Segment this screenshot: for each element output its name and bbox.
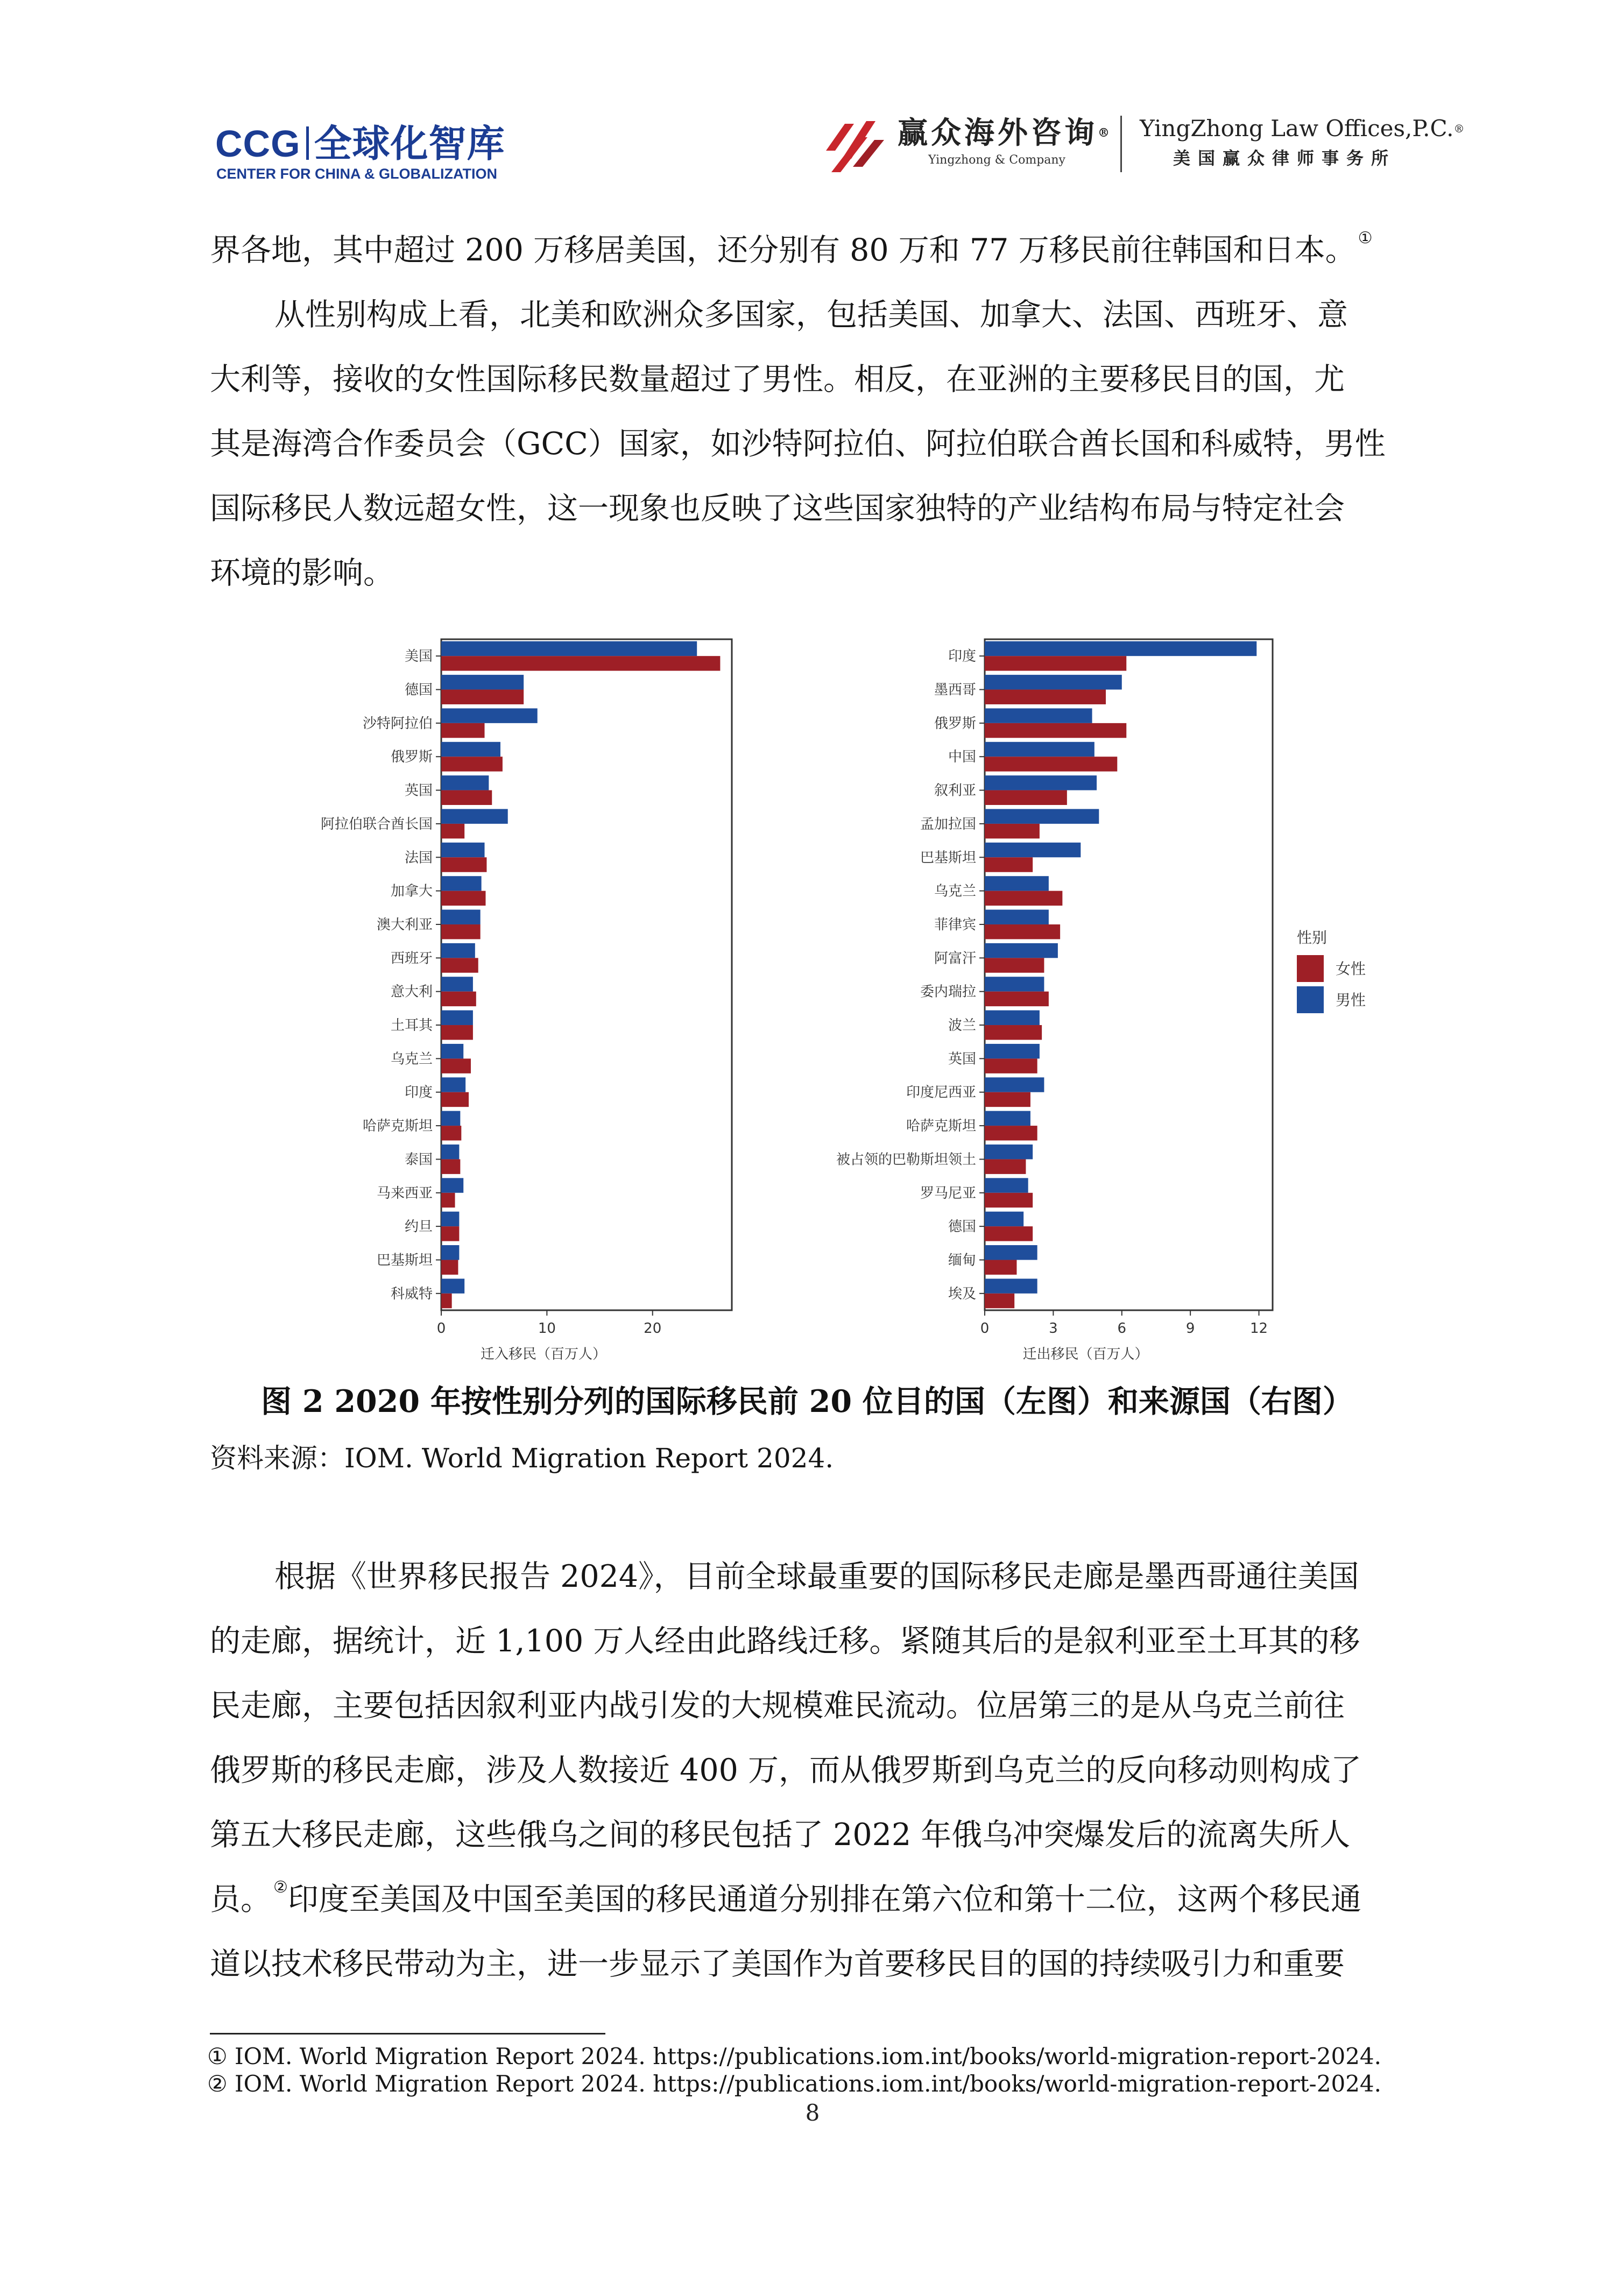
category-label: 哈萨克斯坦 [362,1118,433,1135]
category-label: 印度 [948,648,976,665]
bar-male [441,742,500,757]
legend-label: 男性 [1336,991,1366,1009]
category-label: 中国 [948,749,976,766]
category-label: 阿拉伯联合酋长国 [320,816,433,832]
bar-female [441,1025,473,1040]
bar-male [441,1044,463,1058]
body-line: 道以技术移民带动为主，进一步显示了美国作为首要移民目的国的持续吸引力和重要 [210,1946,1345,1982]
category-label: 罗马尼亚 [920,1185,976,1202]
x-tick-label: 3 [1049,1320,1058,1337]
legend-swatch-male [1297,986,1324,1013]
ccg-logo-subtitle: CENTER FOR CHINA & GLOBALIZATION [216,166,497,182]
category-label: 孟加拉国 [920,816,976,832]
category-label: 土耳其 [390,1018,433,1034]
bar-male [985,1278,1037,1293]
bar-female [985,958,1044,972]
body-line: 根据《世界移民报告 2024》，目前全球最重要的国际移民走廊是墨西哥通往美国 [274,1559,1359,1594]
body-line: 俄罗斯的移民走廊，涉及人数接近 400 万，而从俄罗斯到乌克兰的反向移动则构成了 [210,1753,1362,1788]
category-label: 叙利亚 [934,782,976,799]
footnote-ref: ① [1358,229,1373,248]
legend-swatch-female [1297,955,1324,982]
x-tick-label: 10 [538,1320,556,1337]
footnote-rule [210,2033,605,2034]
category-label: 波兰 [948,1018,976,1034]
bar-male [441,1011,473,1025]
yingzhong-registered-mark: ® [1098,126,1113,140]
bar-male [985,775,1097,790]
bar-male [441,910,481,924]
bar-male [985,1178,1028,1192]
figure-source: 资料来源：IOM. World Migration Report 2024. [210,1443,834,1474]
ccg-logo-abbr: CCG [215,123,301,165]
category-label: 英国 [948,1051,976,1068]
bar-female [441,924,481,939]
x-tick-label: 0 [436,1320,446,1337]
bar-female [985,857,1033,872]
category-label: 阿富汗 [934,950,976,967]
bar-female [985,1092,1030,1107]
category-label: 西班牙 [390,950,433,967]
law-office-name-cn: 美国赢众律师事务所 [1173,148,1396,168]
bar-female [441,1226,459,1241]
bar-female [985,1294,1014,1308]
bar-female [985,757,1117,771]
law-office-name-en-text: YingZhong Law Offices,P.C. [1140,115,1454,142]
bar-male [985,809,1099,823]
category-label: 澳大利亚 [376,916,433,933]
bar-female [985,891,1062,906]
category-label: 俄罗斯 [390,749,433,766]
bar-male [985,977,1044,991]
bar-male [985,1077,1044,1092]
x-axis-label: 迁入移民（百万人） [480,1346,607,1362]
bar-female [441,824,464,838]
body-line: 国际移民人数远超女性，这一现象也反映了这些国家独特的产业结构布局与特定社会 [210,491,1345,526]
ccg-logo-cn: 全球化智库 [314,123,505,165]
bar-male [441,1245,459,1260]
bar-female [441,757,503,771]
bar-male [441,809,508,823]
bar-female [441,1058,471,1073]
chart-frame [985,639,1273,1310]
category-label: 德国 [948,1219,976,1235]
body-line: 环境的影响。 [210,555,394,591]
bar-male [441,876,482,891]
bar-female [985,924,1060,939]
x-tick-label: 12 [1249,1320,1268,1337]
yingzhong-name-en: Yingzhong & Company [928,153,1065,167]
chart-panel-destination [321,639,732,1362]
bar-female [441,690,524,704]
x-tick-label: 20 [644,1320,662,1337]
bar-male [441,943,475,958]
category-label: 科威特 [390,1285,433,1302]
bar-female [985,1193,1033,1207]
x-tick-label: 6 [1117,1320,1127,1337]
bar-male [985,742,1095,757]
bar-male [985,641,1256,656]
body-line: 大利等，接收的女性国际移民数量超过了男性。相反，在亚洲的主要移民目的国，尤 [210,362,1345,397]
bar-female [441,958,478,972]
legend-title: 性别 [1297,929,1328,946]
bar-female [441,1159,460,1174]
bar-female [985,824,1040,838]
category-label: 英国 [404,782,433,799]
bar-male [985,708,1092,723]
bar-female [985,1260,1016,1274]
category-label: 德国 [404,682,433,698]
category-label: 加拿大 [390,883,433,900]
bar-male [441,1212,459,1226]
bar-female [985,1226,1033,1241]
bar-female [985,1058,1037,1073]
footnote-ref: ② [273,1878,288,1897]
law-office-registered-mark: ® [1453,122,1465,135]
bar-male [441,1145,459,1159]
category-label: 沙特阿拉伯 [362,715,433,732]
bar-female [985,1025,1042,1040]
chart-frame [441,639,732,1310]
body-line-text: 印度至美国及中国至美国的移民通道分别排在第六位和第十二位，这两个移民通 [287,1882,1361,1917]
category-label: 埃及 [948,1285,976,1302]
bar-male [985,1011,1040,1025]
bar-male [985,943,1058,958]
category-label: 缅甸 [948,1252,976,1269]
bar-female [985,723,1126,738]
legend-label: 女性 [1336,960,1366,978]
bar-male [985,876,1049,891]
bar-male [441,1278,464,1293]
bar-female [441,992,476,1006]
bar-female [985,1159,1026,1174]
category-label: 约旦 [404,1219,433,1235]
bar-female [985,690,1106,704]
category-label: 被占领的巴勒斯坦领土 [836,1151,976,1168]
yingzhong-name-cn-text: 赢众海外咨询 [898,115,1098,151]
category-label: 马来西亚 [376,1185,433,1202]
bar-male [985,1145,1033,1159]
bar-male [985,910,1049,924]
x-axis-label: 迁出移民（百万人） [1022,1346,1149,1362]
page-number: 8 [805,2100,820,2126]
bar-female [441,1092,469,1107]
bar-male [441,775,489,790]
bar-female [441,723,485,738]
body-line [210,1878,1361,1918]
category-label: 法国 [404,850,433,866]
bar-female [441,790,492,805]
category-label: 菲律宾 [934,916,976,933]
bar-male [441,708,538,723]
bar-male [441,641,697,656]
bar-male [441,1111,460,1126]
bar-female [441,1260,458,1274]
bar-male [985,1044,1040,1058]
body-line-text: 界各地，其中超过 200 万移居美国，还分别有 80 万和 77 万移民前往韩国和日本。 [210,232,1356,268]
category-label: 委内瑞拉 [920,984,976,1000]
bar-female [441,1294,452,1308]
category-label: 哈萨克斯坦 [906,1118,976,1135]
x-tick-label: 9 [1185,1320,1195,1337]
category-label: 乌克兰 [934,883,976,900]
bar-female [441,656,720,670]
bar-female [985,1126,1037,1140]
bar-female [985,992,1049,1006]
category-label: 墨西哥 [934,682,976,698]
bar-male [441,1178,463,1192]
category-label: 乌克兰 [390,1051,433,1068]
footnote-1: ① IOM. World Migration Report 2024. https://publications.iom.int/books/world-migration-report-2024. [207,2043,1381,2069]
category-label: 印度 [404,1084,433,1101]
bar-male [441,675,524,689]
category-label: 巴基斯坦 [920,850,976,866]
chart-panel-origin [836,639,1273,1362]
chart-legend [1297,929,1366,1013]
bar-male [441,977,473,991]
footnote-2: ② IOM. World Migration Report 2024. https://publications.iom.int/books/world-migration-report-2024. [207,2071,1381,2097]
bar-male [985,843,1081,857]
x-tick-label: 0 [980,1320,990,1337]
category-label: 俄罗斯 [934,715,976,732]
bar-female [441,891,485,906]
category-label: 巴基斯坦 [376,1252,433,1269]
body-line: 的走廊，据统计，近 1,100 万人经由此路线迁移。紧随其后的是叙利亚至土耳其的移 [210,1623,1360,1659]
bar-female [441,857,486,872]
bar-male [985,1245,1037,1260]
bar-male [985,1111,1030,1126]
bar-male [985,1212,1023,1226]
bar-female [441,1126,461,1140]
figure-caption: 图 2 2020 年按性别分列的国际移民前 20 位目的国（左图）和来源国（右图） [261,1383,1353,1419]
body-line: 民走廊，主要包括因叙利亚内战引发的大规模难民流动。位居第三的是从乌克兰前往 [210,1688,1345,1723]
body-line-text: 员。 [210,1882,271,1917]
bar-male [441,1077,465,1092]
bar-male [441,843,485,857]
body-line: 第五大移民走廊，这些俄乌之间的移民包括了 2022 年俄乌冲突爆发后的流离失所人 [210,1817,1351,1853]
body-line: 其是海湾合作委员会（GCC）国家，如沙特阿拉伯、阿拉伯联合酋长国和科威特，男性 [210,426,1386,462]
bar-female [985,656,1126,670]
bar-female [985,790,1067,805]
bar-male [985,675,1122,689]
category-label: 泰国 [404,1151,433,1168]
bar-female [441,1193,455,1207]
category-label: 意大利 [390,984,433,1000]
category-label: 美国 [404,648,433,665]
body-line: 从性别构成上看，北美和欧洲众多国家，包括美国、加拿大、法国、西班牙、意 [274,297,1348,333]
category-label: 印度尼西亚 [906,1084,976,1101]
